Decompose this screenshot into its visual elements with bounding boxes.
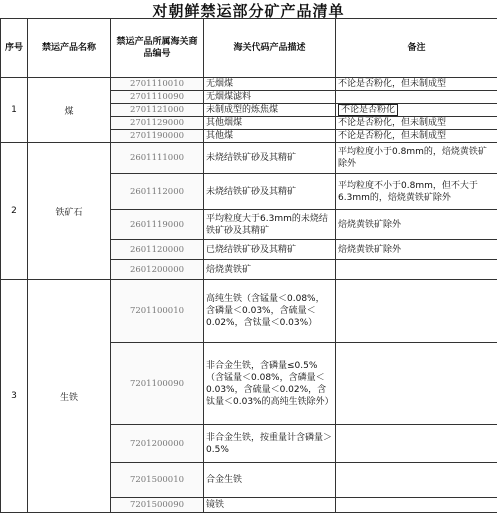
customs-code-cell[interactable]: 2701190000 xyxy=(111,130,204,143)
customs-code-cell[interactable]: 7201500090 xyxy=(111,498,204,513)
note-cell[interactable] xyxy=(336,280,497,343)
description-cell[interactable]: 未烧结铁矿砂及其精矿 xyxy=(204,143,336,174)
customs-code-cell[interactable]: 7201500010 xyxy=(111,463,204,498)
selected-cell-text: 不论是否粉化 xyxy=(338,104,398,116)
customs-code-cell[interactable]: 2701121000 xyxy=(111,104,204,117)
description-cell[interactable]: 镜铁 xyxy=(204,498,336,513)
customs-code-cell[interactable]: 2601112000 xyxy=(111,174,204,210)
description-cell[interactable]: 非合金生铁，含磷量≤0.5%（含锰量＜0.08%，含磷量＜0.03%，含硫量＜0.02%，含钛量＜0.03%的高纯生铁除外） xyxy=(204,343,336,425)
customs-code-cell[interactable]: 2601200000 xyxy=(111,260,204,280)
description-cell[interactable]: 未制成型的炼焦煤 xyxy=(204,104,336,117)
note-cell[interactable] xyxy=(336,498,497,513)
table-row xyxy=(1,143,497,174)
document-title: 对朝鲜禁运部分矿产品清单 xyxy=(152,2,345,20)
group-seq: 1 xyxy=(1,78,28,143)
group-seq: 3 xyxy=(1,280,28,513)
group-seq: 2 xyxy=(1,143,28,280)
description-cell[interactable]: 合金生铁 xyxy=(204,463,336,498)
note-cell-selected[interactable] xyxy=(336,104,497,117)
note-cell[interactable] xyxy=(336,260,497,280)
note-cell[interactable]: 不论是否粉化，但未制成型 xyxy=(336,78,497,91)
table-row xyxy=(1,78,497,91)
note-cell[interactable] xyxy=(336,463,497,498)
note-cell[interactable]: 平均粒度小于0.8mm的，焙烧黄铁矿除外 xyxy=(336,143,497,174)
description-cell[interactable]: 未烧结铁矿砂及其精矿 xyxy=(204,174,336,210)
customs-code-cell[interactable]: 7201200000 xyxy=(111,425,204,463)
description-cell[interactable]: 焙烧黄铁矿 xyxy=(204,260,336,280)
header-seq: 序号 xyxy=(1,19,28,78)
note-cell[interactable]: 焙烧黄铁矿除外 xyxy=(336,240,497,260)
group-name: 生铁 xyxy=(28,280,111,513)
customs-code-cell[interactable]: 2601119000 xyxy=(111,210,204,240)
description-cell[interactable]: 平均粒度大于6.3mm的未烧结铁矿砂及其精矿 xyxy=(204,210,336,240)
description-cell[interactable]: 已烧结铁矿砂及其精矿 xyxy=(204,240,336,260)
header-customs-code: 禁运产品所属海关商品编号 xyxy=(111,19,204,78)
description-cell[interactable]: 其他烟煤 xyxy=(204,117,336,130)
note-cell[interactable]: 不论是否粉化，但未制成型 xyxy=(336,117,497,130)
note-cell[interactable] xyxy=(336,425,497,463)
note-cell[interactable] xyxy=(336,343,497,425)
note-cell[interactable] xyxy=(336,91,497,104)
embargo-table xyxy=(0,18,497,513)
table-row xyxy=(1,280,497,343)
note-cell[interactable]: 焙烧黄铁矿除外 xyxy=(336,210,497,240)
description-cell[interactable]: 高纯生铁（含锰量＜0.08%，含磷量＜0.03%，含硫量＜0.02%，含钛量＜0.03%） xyxy=(204,280,336,343)
description-cell[interactable]: 无烟煤 xyxy=(204,78,336,91)
customs-code-cell[interactable]: 2701129000 xyxy=(111,117,204,130)
note-cell[interactable]: 不论是否粉化，但未制成型 xyxy=(336,130,497,143)
group-name: 铁矿石 xyxy=(28,143,111,280)
description-cell[interactable]: 非合金生铁，按重量计含磷量＞0.5% xyxy=(204,425,336,463)
header-row xyxy=(1,19,497,78)
customs-code-cell[interactable]: 2601120000 xyxy=(111,240,204,260)
customs-code-cell[interactable]: 2701110010 xyxy=(111,78,204,91)
customs-code-cell[interactable]: 2601111000 xyxy=(111,143,204,174)
group-name: 煤 xyxy=(28,78,111,143)
customs-code-cell[interactable]: 7201100090 xyxy=(111,343,204,425)
customs-code-cell[interactable]: 7201100010 xyxy=(111,280,204,343)
customs-code-cell[interactable]: 2701110090 xyxy=(111,91,204,104)
description-cell[interactable]: 其他煤 xyxy=(204,130,336,143)
header-note: 备注 xyxy=(336,19,497,78)
description-cell[interactable]: 无烟煤滤料 xyxy=(204,91,336,104)
header-product-name: 禁运产品名称 xyxy=(28,19,111,78)
note-cell[interactable]: 平均粒度不小于0.8mm，但不大于6.3mm的，焙烧黄铁矿除外 xyxy=(336,174,497,210)
header-description: 海关代码产品描述 xyxy=(204,19,336,78)
